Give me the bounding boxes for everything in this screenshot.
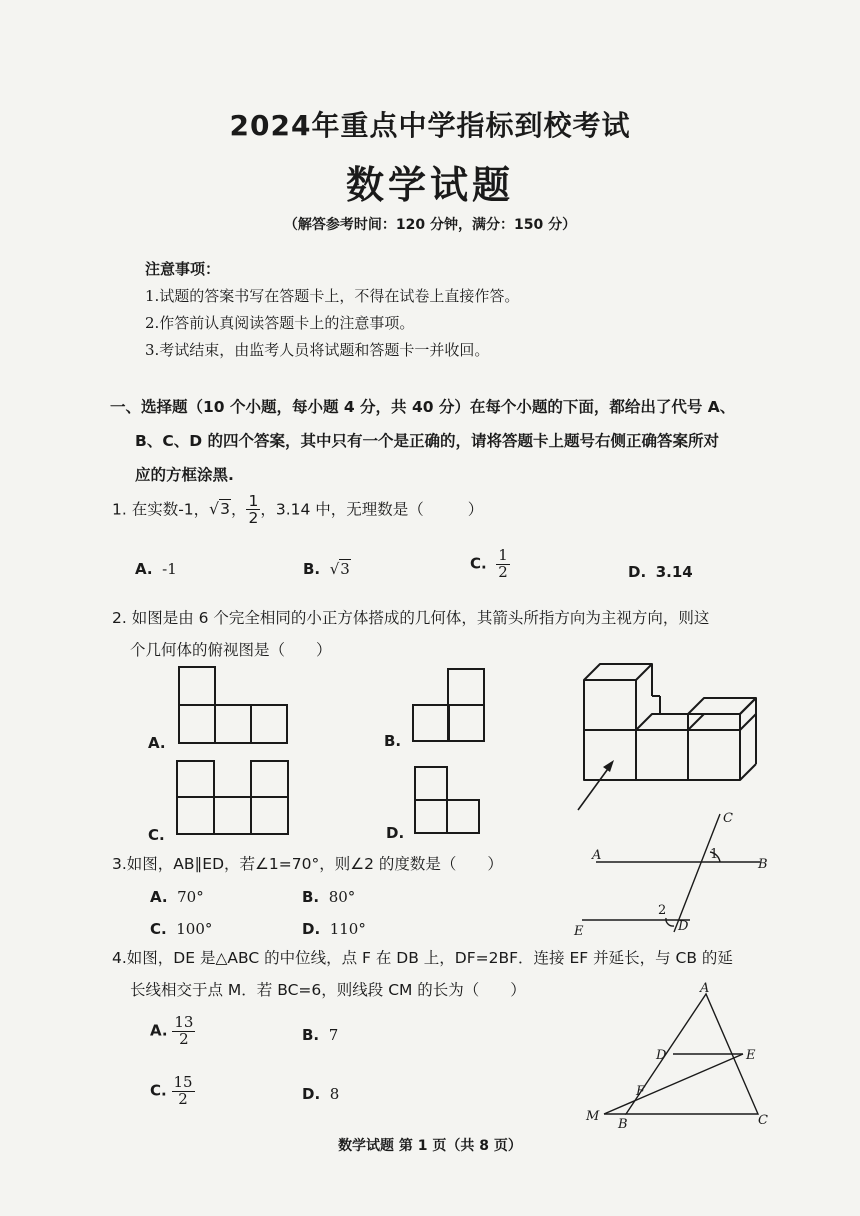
q4-option-d: D. 8 <box>302 1085 340 1103</box>
label-m: M <box>586 1109 600 1124</box>
q4-option-a: A. $\frac{13}{2}$ <box>150 1013 194 1048</box>
q4-line-2: 长线相交于点 M．若 BC=6，则线段 CM 的长为（ ） <box>130 981 526 999</box>
q4-triangle-figure <box>582 982 772 1132</box>
q3-text: 3.如图，AB∥ED，若∠1=70°，则∠2 的度数是（ ） <box>112 855 503 873</box>
segment-me <box>604 1054 743 1114</box>
q2-line-2: 个几何体的俯视图是（ ） <box>130 641 332 659</box>
section1-line-1: 一、选择题（10 个小题，每小题 4 分，共 40 分）在每个小题的下面，都给出了代号 A、 <box>110 398 736 416</box>
notice-heading: 注意事项： <box>145 260 221 278</box>
q1-option-a: A. -1 <box>135 560 177 578</box>
section1-intro <box>110 390 780 492</box>
q1-option-b: B. √3 <box>303 560 350 578</box>
q1-frac-den: 2 <box>248 509 259 528</box>
page-footer: 数学试题 第 1 页（共 8 页） <box>338 1138 522 1154</box>
label-c: C <box>758 1113 768 1128</box>
q1-prefix: 1. 在实数-1， <box>112 500 210 519</box>
q4-option-b: B. 7 <box>302 1026 339 1044</box>
section1-line-3: 应的方框涂黑. <box>135 466 234 484</box>
q1-fraction <box>246 493 260 527</box>
q1-frac-num: 1 <box>248 492 259 510</box>
label-c: C <box>723 811 733 826</box>
q1-sqrt-radicand: 3 <box>220 500 230 519</box>
transversal <box>674 814 720 932</box>
q2-view-d <box>414 766 484 836</box>
notice-item-1: 1.试题的答案书写在答题卡上，不得在试卷上直接作答。 <box>145 287 520 305</box>
q1-option-d: D. 3.14 <box>628 563 693 581</box>
label-a: A <box>592 848 602 863</box>
q2-option-c-label: C. <box>148 826 165 844</box>
q2-solid-figure <box>570 660 770 815</box>
q1-sqrt: √3 <box>209 500 230 519</box>
label-f: F <box>636 1084 646 1099</box>
q3-option-d: D. 110° <box>302 920 366 938</box>
exam-title: 2024年重点中学指标到校考试 <box>229 109 631 142</box>
q4-option-c: C. $\frac{15}{2}$ <box>150 1073 193 1108</box>
section1-line-2: B、C、D 的四个答案，其中只有一个是正确的，请将答题卡上题号右侧正确答案所对 <box>135 432 719 450</box>
q3-option-a: A. 70° <box>150 888 204 906</box>
q1-close: ） <box>467 500 484 519</box>
q2-option-b-label: B. <box>384 732 402 750</box>
q2-view-a <box>178 666 288 746</box>
q2-view-c <box>176 760 290 836</box>
subject-title: 数学试题 <box>345 163 514 207</box>
label-b: B <box>618 1117 628 1132</box>
label-a: A <box>700 982 710 996</box>
label-d: D <box>678 919 689 934</box>
q1-option-c: C. $\frac{1}{2}$ <box>470 546 508 581</box>
question-1 <box>112 493 483 527</box>
label-e: E <box>574 924 584 939</box>
q1-suffix: ，3.14 中，无理数是（ <box>260 500 424 519</box>
q2-option-d-label: D. <box>386 824 405 842</box>
label-e: E <box>746 1048 756 1063</box>
q2-line-1: 2. 如图是由 6 个完全相同的小正方体搭成的几何体，其箭头所指方向为主视方向，则这 <box>112 609 710 627</box>
q3-option-b: B. 80° <box>302 888 356 906</box>
label-b: B <box>758 857 768 872</box>
q4-line-1: 4.如图，DE 是△ABC 的中位线，点 F 在 DB 上，DF=2BF．连接 EF 并延长，与 CB 的延 <box>112 949 733 967</box>
exam-subtitle: （解答参考时间：120 分钟，满分：150 分） <box>283 217 577 233</box>
q2-option-a-label: A. <box>148 734 166 752</box>
label-d: D <box>656 1048 667 1063</box>
q2-view-b <box>412 668 492 744</box>
angle-1-label: 1 <box>710 847 719 862</box>
q1-sep: ， <box>230 500 247 519</box>
notice-item-2: 2.作答前认真阅读答题卡上的注意事项。 <box>145 314 415 332</box>
angle-2-label: 2 <box>658 903 667 918</box>
q3-figure <box>570 806 780 940</box>
q3-option-c: C. 100° <box>150 920 213 938</box>
notice-item-3: 3.考试结束，由监考人员将试题和答题卡一并收回。 <box>145 341 490 359</box>
